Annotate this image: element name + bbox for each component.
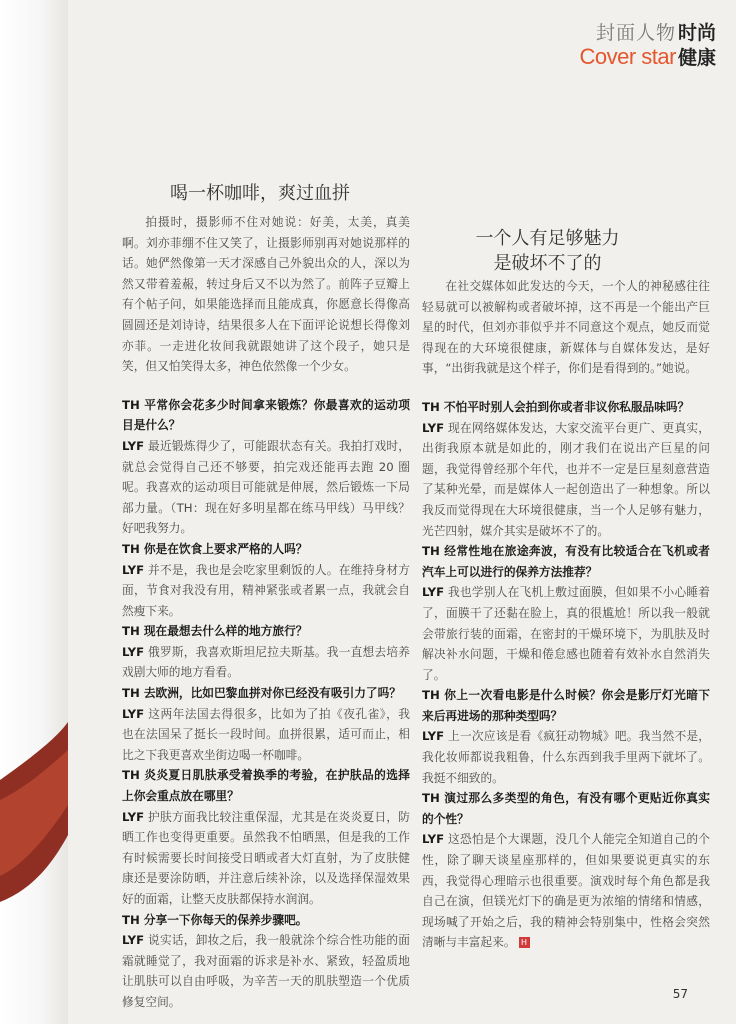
- cover-photo-fragment: [0, 0, 68, 1024]
- end-mark-icon: H: [519, 937, 530, 948]
- magazine-name-part1: 时尚: [677, 22, 716, 44]
- question: TH 你是在饮食上要求严格的人吗？: [122, 541, 308, 556]
- right-heading-line2: 是破坏不了的: [493, 253, 602, 274]
- answer: LYF 这恐怕是个大课题，没几个人能完全知道自己的个性，除了聊天谈星座那样的，但如果要说更真实的东西，我觉得心理暗示也很重要。演戏时每个角色都是我自己在演，但镁光灯下的确是更为浓缩的情绪和情感，现场喊了开始之后，我的精神会特别集中，性格会突然清晰与丰富起来。 H: [422, 832, 710, 950]
- answer: LYF 我也学别人在飞机上敷过面膜，但如果不小心睡着了，面膜干了还黏在脸上，真的很尴尬！所以我一般就会带旅行装的面霜，在密封的干燥环境下，为肌肤及时解决补水问题，干燥和倦怠感也随着有效补水自然消失了。: [422, 585, 710, 682]
- question: TH 平常你会花多少时间拿来锻炼？你最喜欢的运动项目是什么？: [122, 397, 410, 433]
- answer: LYF 说实话，卸妆之后，我一般就涂个综合性功能的面霜就睡觉了，我对面霜的诉求是补水、紧致，轻盈质地让肌肤可以自由呼吸，为辛苦一天的肌肤塑造一个优质修复空间。: [122, 933, 410, 1009]
- answer: LYF 上一次应该是看《疯狂动物城》吧。我当然不是，我化妆师都说我粗鲁，什么东西到我手里两下就坏了。我挺不细致的。: [422, 729, 710, 785]
- section-header: [580, 18, 717, 70]
- speaker: LYF: [422, 729, 445, 744]
- left-heading: 喝一杯咖啡，爽过血拼: [170, 183, 350, 204]
- right-heading-line1: 一个人有足够魅力: [475, 228, 620, 249]
- left-qa-list: [122, 395, 410, 1013]
- speaker: LYF: [122, 933, 145, 948]
- answer: LYF 现在网络媒体发达，大家交流平台更广、更真实，出街我原本就是如此的，刚才我们在说出产巨星的问题，我觉得曾经那个年代，也并不一定是巨星刻意营造了某种光晕，而是媒体人一起创造出了一种想象。所以我反而觉得现在大环境很健康，当一个人足够有魅力，光芒四射，媒介其实是破坏不了的。: [422, 420, 710, 538]
- question: TH 去欧洲，比如巴黎血拼对你已经没有吸引力了吗？: [122, 686, 401, 701]
- answer: LYF 最近锻炼得少了，可能跟状态有关。我拍打戏时，就总会觉得自己还不够要，拍完戏还能再去跑 20 圈呢。我喜欢的运动项目可能就是伸展，然后锻炼一下局部力量。（TH：现在好多明星都在练马甲线）马甲线？好吧我努力。: [122, 438, 410, 536]
- right-heading: [440, 226, 655, 276]
- question: TH 分享一下你每天的保养步骤吧。: [122, 912, 308, 927]
- right-intro: 在社交媒体如此发达的今天，一个人的神秘感往往轻易就可以被解构或者破坏掉，这不再是一个能出产巨星的时代，但刘亦菲似乎并不同意这个观点，她反而觉得现在的大环境很健康，新媒体与自媒体发达，是好事，“出街我就是这个样子，你们是看得到的。”她说。: [422, 279, 710, 376]
- left-intro: 拍摄时，摄影师不住对她说：好美，太美，真美啊。刘亦菲绷不住又笑了，让摄影师别再对她说那样的话。她俨然像第一天才深感自己外貌出众的人，深以为然又带着羞赧，转过身后又不以为然了。前阵子豆瓣上有个帖子问，如果能选择而且能成真，你愿意长得像高圆圆还是刘诗诗，结果很多人在下面评论说想长得像刘亦菲。一走进化妆间我就跟她讲了这个段子，她只是笑，但又怕笑得太多，神色依然像一个少女。: [122, 215, 410, 374]
- speaker: LYF: [422, 585, 445, 600]
- answer: LYF 俄罗斯，我喜欢斯坦尼拉夫斯基。我一直想去培养戏剧大师的地方看看。: [122, 644, 410, 680]
- speaker: LYF: [422, 420, 445, 435]
- question: TH 经常性地在旅途奔波，有没有比较适合在飞机或者汽车上可以进行的保养方法推荐？: [422, 544, 710, 579]
- speaker: LYF: [122, 706, 145, 721]
- answer: LYF 并不是，我也是会吃家里剩饭的人。在维持身材方面，节食对我没有用，精神紧张或者累一点，我就会自然瘦下来。: [122, 562, 410, 618]
- cover-star-label: Cover star: [579, 44, 676, 69]
- speaker: LYF: [122, 562, 145, 577]
- question: TH 炎炎夏日肌肤承受着换季的考验，在护肤品的选择上你会重点放在哪里？: [122, 768, 410, 804]
- page-number: 57: [672, 987, 688, 1001]
- speaker: LYF: [122, 809, 145, 824]
- speaker: LYF: [122, 644, 145, 659]
- question: TH 现在最想去什么样的地方旅行？: [122, 624, 308, 639]
- speaker: LYF: [122, 438, 145, 453]
- question: TH 你上一次看电影是什么时候？你会是影厅灯光暗下来后再进场的那种类型吗？: [422, 688, 710, 723]
- right-column: [422, 276, 710, 953]
- question: TH 演过那么多类型的角色，有没有哪个更贴近你真实的个性？: [422, 791, 710, 826]
- answer: LYF 这两年法国去得很多，比如为了拍《夜孔雀》，我也在法国呆了挺长一段时间。血拼很累，适可而止，相比之下我更喜欢坐街边喝一杯咖啡。: [122, 706, 410, 762]
- question: TH 不怕平时别人会拍到你或者非议你私服品味吗？: [422, 399, 690, 414]
- answer: LYF 护肤方面我比较注重保湿，尤其是在炎炎夏日，防晒工作也变得更重要。虽然我不怕晒黑，但是我的工作有时候需要长时间接受日晒或者大灯直射，为了皮肤健康还是要涂防晒，并注意后续补涂，以及选择保湿效果好的面霜，让整天皮肤都保持水润润。: [122, 809, 410, 906]
- right-qa-list: [422, 397, 710, 953]
- section-label: 封面人物: [595, 22, 676, 44]
- left-column: [122, 212, 410, 1013]
- magazine-name-part2: 健康: [677, 47, 716, 69]
- speaker: LYF: [422, 832, 445, 847]
